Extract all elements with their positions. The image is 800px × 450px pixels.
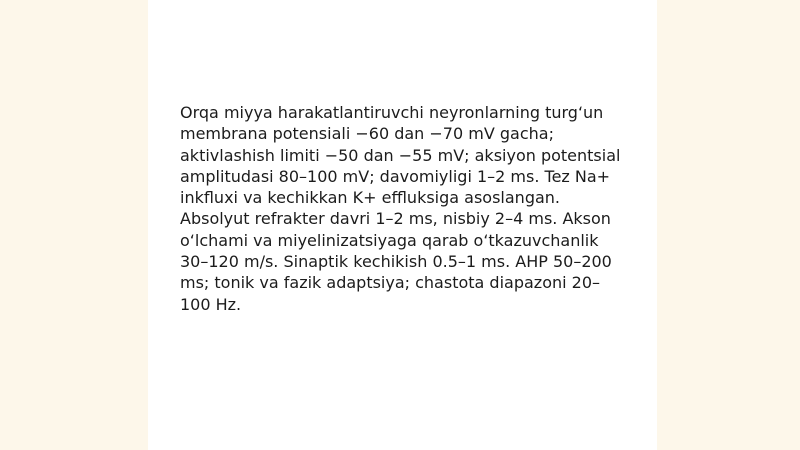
document-page — [148, 0, 657, 450]
body-paragraph: Orqa miyya harakatlantiruvchi neyronlarning turg‘un membrana potensiali −60 dan −70 mV gacha; aktivlashish limiti −50 dan −55 mV; aksiyon potentsial amplitudasi 80–100 mV; davomiyligi 1–2 ms. Tez Na+ inkfluxi va kechikkan K+ effluksiga asoslangan. Absolyut refrakter davri 1–2 ms, nisbiy 2–4 ms. Akson o‘lchami va miyelinizatsiyaga qarab o‘tkazuvchanlik 30–120 m/s. Sinaptik kechikish 0.5–1 ms. AHP 50–200 ms; tonik va fazik adaptsiya; chastota diapazoni 20–100 Hz. — [180, 103, 621, 314]
